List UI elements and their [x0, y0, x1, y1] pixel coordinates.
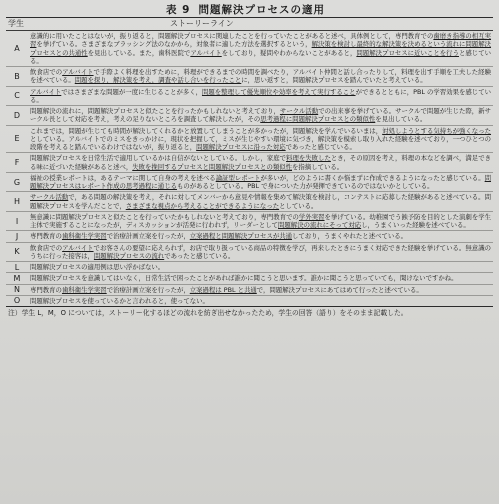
text-segment: ではさまざまな問題が一度に生じることが多く， — [61, 87, 202, 96]
text-segment: しており，うまくやれたと述べている。 — [292, 232, 408, 241]
table-row — [6, 262, 493, 273]
underlined-phrase: 学外実習 — [298, 212, 325, 221]
storyline-text — [28, 87, 493, 106]
header-storyline: ストーリーライン — [170, 19, 234, 28]
text-segment: 無意識に問題解決プロセスと似たことを行っていたかもしれないと考えており，専門教育での — [30, 212, 299, 221]
underlined-phrase: サークル活動 — [279, 107, 319, 115]
text-segment: し，うまくいった経験を述べている。 — [361, 221, 470, 229]
text-segment: これまでは，問題が生じても時間が解決してくれるかと放置してしまうことが多かったが，問題解決を学んでいるいまは， — [30, 126, 383, 135]
student-id: A — [14, 44, 20, 53]
table-number: 表 9 — [166, 4, 191, 16]
text-segment: 問題解決の流れに，問題解決プロセスと似たことを行ったかもしれないと考えており， — [30, 107, 280, 115]
text-segment: 福祉の授業レポートは，あるテーマに関して自身の考えを述べる — [30, 173, 216, 182]
storyline-text — [28, 231, 493, 241]
storyline-text — [28, 262, 493, 272]
table-row — [6, 212, 493, 232]
storyline-text — [28, 173, 493, 192]
text-segment: であったと感じている。 — [164, 251, 235, 260]
text-segment: ができるとともに，PBL の学習効果を感じている。 — [30, 87, 491, 104]
underlined-phrase: 立案過程は PBL と共通 — [189, 285, 257, 294]
storyline-text — [28, 67, 493, 86]
underlined-phrase: 問題解決プロセスに沿った対応 — [196, 143, 286, 151]
table-row — [6, 243, 493, 263]
underlined-phrase: 歯科衛生学実習 — [61, 232, 107, 241]
underlined-phrase: 料理を失敗した — [286, 154, 331, 163]
table-body — [6, 31, 493, 306]
storyline-text — [28, 31, 493, 66]
table-row — [6, 296, 493, 306]
text-segment: を挙げている。さまざまなブラッシング法のなかから，対象者に適した方法を選択するという， — [36, 40, 312, 49]
underlined-phrase: アルバイト — [30, 87, 62, 96]
student-id: I — [15, 216, 19, 226]
text-segment: でお客さんの要望に応えられず，お店で取り扱っている商品の特徴を学び，再来したときにうまく対応できた経験を挙げている。無意識のうちに行った接客は， — [30, 243, 492, 260]
text-segment: で手際よく料理を出すために，料理ができるまでの時間を調べたり，アルバイト仲間と話し合ったりして，料理を出す手順を工夫した経験を述べている。 — [30, 68, 491, 85]
text-segment: 専門教育の — [30, 285, 62, 294]
text-segment: としている。 — [279, 201, 318, 210]
underlined-phrase: 歯磨き指導の相互実習 — [30, 32, 492, 49]
table-row — [6, 273, 493, 284]
underlined-phrase: 問題解決プロセスはレポート作成の思考過程に通じる — [30, 173, 492, 190]
underlined-phrase: 問題を探り，解決策を考え，調査や話し合いを行ったこと — [74, 76, 242, 85]
text-segment: と感じている。 — [30, 48, 492, 65]
text-segment: で治療計画立案を行ったが， — [106, 232, 190, 241]
student-id: B — [14, 71, 20, 81]
underlined-phrase: 歯科衛生学実習 — [61, 285, 107, 294]
bottom-rule — [6, 306, 493, 307]
table-row — [6, 87, 493, 107]
text-segment: で，問題解決プロセスにあてはめて行ったと述べている。 — [256, 285, 423, 294]
underlined-phrase: アルバイト — [62, 243, 94, 252]
student-id: H — [13, 197, 20, 206]
storyline-text — [28, 243, 493, 262]
table-row — [6, 173, 493, 193]
text-segment: に，思い返すと，問題解決プロセスを踏んでいたと考えている。 — [241, 76, 427, 85]
table-header — [6, 18, 493, 30]
student-id: F — [14, 158, 20, 167]
student-id: D — [13, 110, 21, 120]
table-title — [6, 3, 493, 17]
underlined-phrase: さまざまな視点から考えることができるようになった — [125, 201, 280, 210]
table-row — [6, 67, 493, 87]
underlined-phrase: サークル活動 — [30, 193, 69, 202]
text-segment: とき，その原因を考え，料理の本などを調べ，満足できる味に近づいた経験があると述べ， — [30, 154, 492, 171]
text-segment: 問題解決プロセスを日常生活で適用しているかは自信がないとしている。しかし，家庭で — [30, 154, 287, 163]
text-segment: で治療計画立案を行ったが， — [106, 285, 190, 294]
underlined-phrase: 論証型レポート — [215, 173, 261, 182]
text-segment: を指摘している。 — [292, 162, 344, 171]
storyline-text — [28, 212, 493, 231]
student-id: K — [14, 247, 20, 257]
student-id: L — [14, 262, 20, 272]
table-row — [6, 231, 493, 242]
text-segment: が多いが，どのように書くか悩まずに作成できるようになったと感じている。 — [260, 173, 485, 182]
header-student: 学生 — [8, 19, 24, 28]
table-row — [6, 126, 493, 154]
text-segment: 意識的に用いたことはないが，振り返ると，問題解決プロセスに関連したことを行っていたことがあると述べ，具体例として，専門教育での — [30, 32, 434, 40]
text-segment: での出来事を挙げている。サークルで問題が生じた際，新サークル長として対応を考え，考えの足りないところを調査して解決したが，その — [30, 107, 491, 124]
underlined-phrase: 問題解決の流れにそって対応 — [278, 221, 362, 229]
table-row — [6, 285, 493, 296]
student-id: C — [14, 91, 20, 101]
text-segment: 飲食店での — [30, 243, 63, 252]
storyline-text — [28, 106, 493, 125]
underlined-phrase: 対処しようとする気持ちが強くなった — [382, 126, 492, 135]
table-note: 注）学生 L，M，O については，ストーリー化するほどの流れを紡ぎ出せなかったため，学生の回答（語り）をそのまま記載した。 — [8, 309, 408, 317]
text-segment: 専門教育の — [30, 232, 62, 241]
underlined-phrase: 解決策を検討し最終的な解決策を決めるという流れに問題解決プロセスとの共通性 — [30, 40, 492, 57]
student-id: E — [14, 134, 20, 144]
underlined-phrase: 問題解決プロセスに近いことを行う — [356, 48, 459, 57]
table-row — [6, 106, 493, 126]
underlined-phrase: 問題解決プロセスの流れ — [93, 251, 165, 260]
text-segment: であったと感じている。 — [285, 143, 356, 151]
text-segment: を挙げている。幼稚園でう蝕予防を目的とした演劇を学生主体で実施することになったが，ディスカッションが活発に行われず，リーダーとして — [30, 212, 492, 229]
text-segment: を見出している。また，歯科医院で — [87, 48, 191, 57]
student-id: J — [15, 231, 19, 241]
text-segment: ものがあるとしている。PBL で身についた力が発揮できているのではないかとしている。 — [176, 182, 434, 190]
storyline-text — [28, 126, 493, 153]
text-segment: で，ある問題の解決策を考え，それに対してメンバーから意見や情報を集めて解決策を検討し，コンテストに応募した経験があると述べている。問題解決プロセスを学んだことで， — [30, 193, 491, 210]
underlined-phrase: 問題を整理して優先順位や効率を考えて実行すること — [201, 87, 356, 96]
underlined-phrase: アルバイト — [62, 68, 94, 76]
storyline-text — [28, 285, 493, 295]
underlined-phrase: 思考過程に問題解決プロセスとの類似性 — [260, 115, 376, 124]
text-segment: 問題解決プロセスの適用例は思い浮かばない。 — [30, 263, 165, 271]
underlined-phrase: アルバイト — [190, 48, 222, 57]
student-id: M — [13, 273, 21, 283]
table-row — [6, 31, 493, 67]
text-segment: 飲食店での — [30, 68, 63, 76]
table-row — [6, 192, 493, 212]
underlined-phrase: 立案過程と問題解決プロセスが共通 — [189, 232, 293, 241]
underlined-phrase: 失敗を挽回するプロセスと問題解決プロセスとの類似性 — [132, 162, 293, 171]
text-segment: としている。アルバイトでのミスをきっかけに，現状を把握して，ミスが生じやすい環境に気づき，解決策を模索し取り入れた経験を述べており，一つひとつの段階を考えると踏んでいるわけではないが，振り返ると， — [30, 134, 491, 151]
table-row — [6, 153, 493, 173]
text-segment: を見出している。 — [375, 115, 427, 124]
storyline-text — [28, 192, 493, 211]
student-id: O — [13, 296, 21, 306]
text-segment: 問題解決プロセスを使っているかと言われると，使ってない。 — [30, 296, 209, 305]
student-id: N — [14, 285, 20, 295]
table-title-text: 問題解決プロセスの適用 — [198, 4, 325, 16]
storyline-text — [28, 153, 493, 172]
storyline-text — [28, 296, 493, 306]
storyline-text — [28, 273, 493, 283]
text-segment: 問題解決プロセスを意識してはいなく，日常生活で困ったことがあれば誰かに聞こうと思います。誰かに聞こうと思っていても，聞けないですかね。 — [30, 274, 458, 283]
text-segment: をしており，疑問やわからないことがあると， — [221, 48, 357, 57]
student-id: G — [13, 177, 21, 187]
